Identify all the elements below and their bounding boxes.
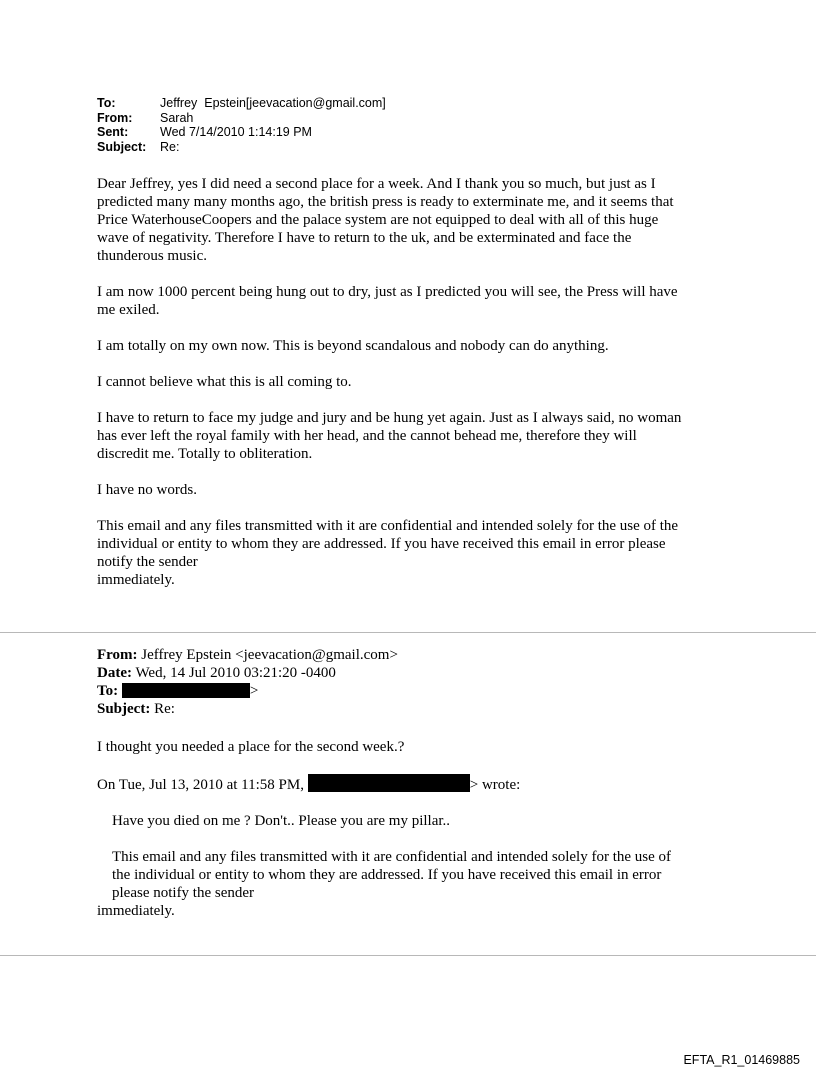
from-value: Sarah <box>160 110 194 125</box>
subject-row <box>97 140 386 155</box>
quoted-date-label: Date: <box>97 665 132 681</box>
quoted-subject-value: Re: <box>150 701 175 717</box>
from-row <box>97 111 386 126</box>
from-label: From: <box>97 110 133 125</box>
to-value: Jeffrey Epstein[jeevacation@gmail.com] <box>160 96 386 110</box>
sent-value: Wed 7/14/2010 1:14:19 PM <box>160 125 312 139</box>
body-paragraph-6: I have no words. <box>97 482 197 498</box>
body-paragraph-1 <box>97 175 737 265</box>
disclaimer-line: notify the sender <box>97 554 198 570</box>
attribution-prefix: On Tue, Jul 13, 2010 at 11:58 PM, <box>97 777 304 793</box>
quoted-disclaimer-line: please notify the sender <box>112 885 255 901</box>
body-line: I am now 1000 percent being hung out to dry, just as I predicted you will see, the Press will have <box>97 284 678 300</box>
quoted-disclaimer-line: This email and any files transmitted with it are confidential and intended solely for the use of <box>112 849 672 865</box>
quoted-closing: immediately. <box>97 903 175 919</box>
quoted-disclaimer-line: the individual or entity to whom they are addressed. If you have received this email in error <box>112 867 662 883</box>
quoted-from-label: From: <box>97 647 138 663</box>
reply-body <box>97 738 737 920</box>
disclaimer <box>97 517 737 589</box>
divider <box>0 632 816 633</box>
body-line: me exiled. <box>97 302 160 318</box>
email-body <box>97 175 737 607</box>
quoted-to-suffix: > <box>249 683 259 699</box>
disclaimer-line: individual or entity to whom they are addressed. If you have received this email in error please <box>97 536 666 552</box>
attribution-suffix: > wrote: <box>469 777 521 793</box>
quoted-date-value: Wed, 14 Jul 2010 03:21:20 -0400 <box>131 665 336 681</box>
quoted-to-row <box>97 682 398 700</box>
quoted-date-row <box>97 664 398 682</box>
body-line: predicted many many months ago, the british press is ready to exterminate me, and it seems that <box>97 194 674 210</box>
quoted-message: Have you died on me ? Don't.. Please you are my pillar.. <box>112 813 451 829</box>
body-line: discredit me. Totally to obliteration. <box>97 446 313 462</box>
reply-text: I thought you needed a place for the second week.? <box>97 739 405 755</box>
subject-label: Subject: <box>97 139 147 154</box>
body-paragraph-3: I am totally on my own now. This is beyond scandalous and nobody can do anything. <box>97 338 609 354</box>
document-id: EFTA_R1_01469885 <box>683 1053 800 1067</box>
disclaimer-line: immediately. <box>97 572 175 588</box>
body-paragraph-2 <box>97 283 737 319</box>
body-line: Price WaterhouseCoopers and the palace system are not equipped to deal with all of this huge <box>97 212 659 228</box>
disclaimer-line: This email and any files transmitted with it are confidential and intended solely for the use of the <box>97 518 679 534</box>
quoted-subject-row <box>97 700 398 718</box>
body-paragraph-4: I cannot believe what this is all coming to. <box>97 374 352 390</box>
attribution-line <box>97 774 737 794</box>
divider <box>0 955 816 956</box>
body-line: thunderous music. <box>97 248 207 264</box>
body-line: has ever left the royal family with her head, and the cannot behead me, therefore they will <box>97 428 637 444</box>
redaction-box <box>308 774 470 792</box>
subject-value: Re: <box>160 139 180 154</box>
quoted-header <box>97 646 398 718</box>
quoted-disclaimer <box>97 848 737 902</box>
quoted-to-label: To: <box>97 683 119 699</box>
to-label: To: <box>97 96 116 110</box>
body-line: wave of negativity. Therefore I have to return to the uk, and be exterminated and face the <box>97 230 632 246</box>
body-line: Dear Jeffrey, yes I did need a second place for a week. And I thank you so much, but just as I <box>97 176 656 192</box>
sent-row <box>97 125 386 140</box>
quoted-subject-label: Subject: <box>97 701 151 717</box>
redaction-box <box>122 683 250 698</box>
sent-label: Sent: <box>97 125 129 139</box>
to-row <box>97 96 386 111</box>
quoted-from-row <box>97 646 398 664</box>
email-header <box>97 96 386 154</box>
quoted-from-value: Jeffrey Epstein <jeevacation@gmail.com> <box>137 647 398 663</box>
body-line: I have to return to face my judge and jury and be hung yet again. Just as I always said, no woman <box>97 410 682 426</box>
body-paragraph-5 <box>97 409 737 463</box>
